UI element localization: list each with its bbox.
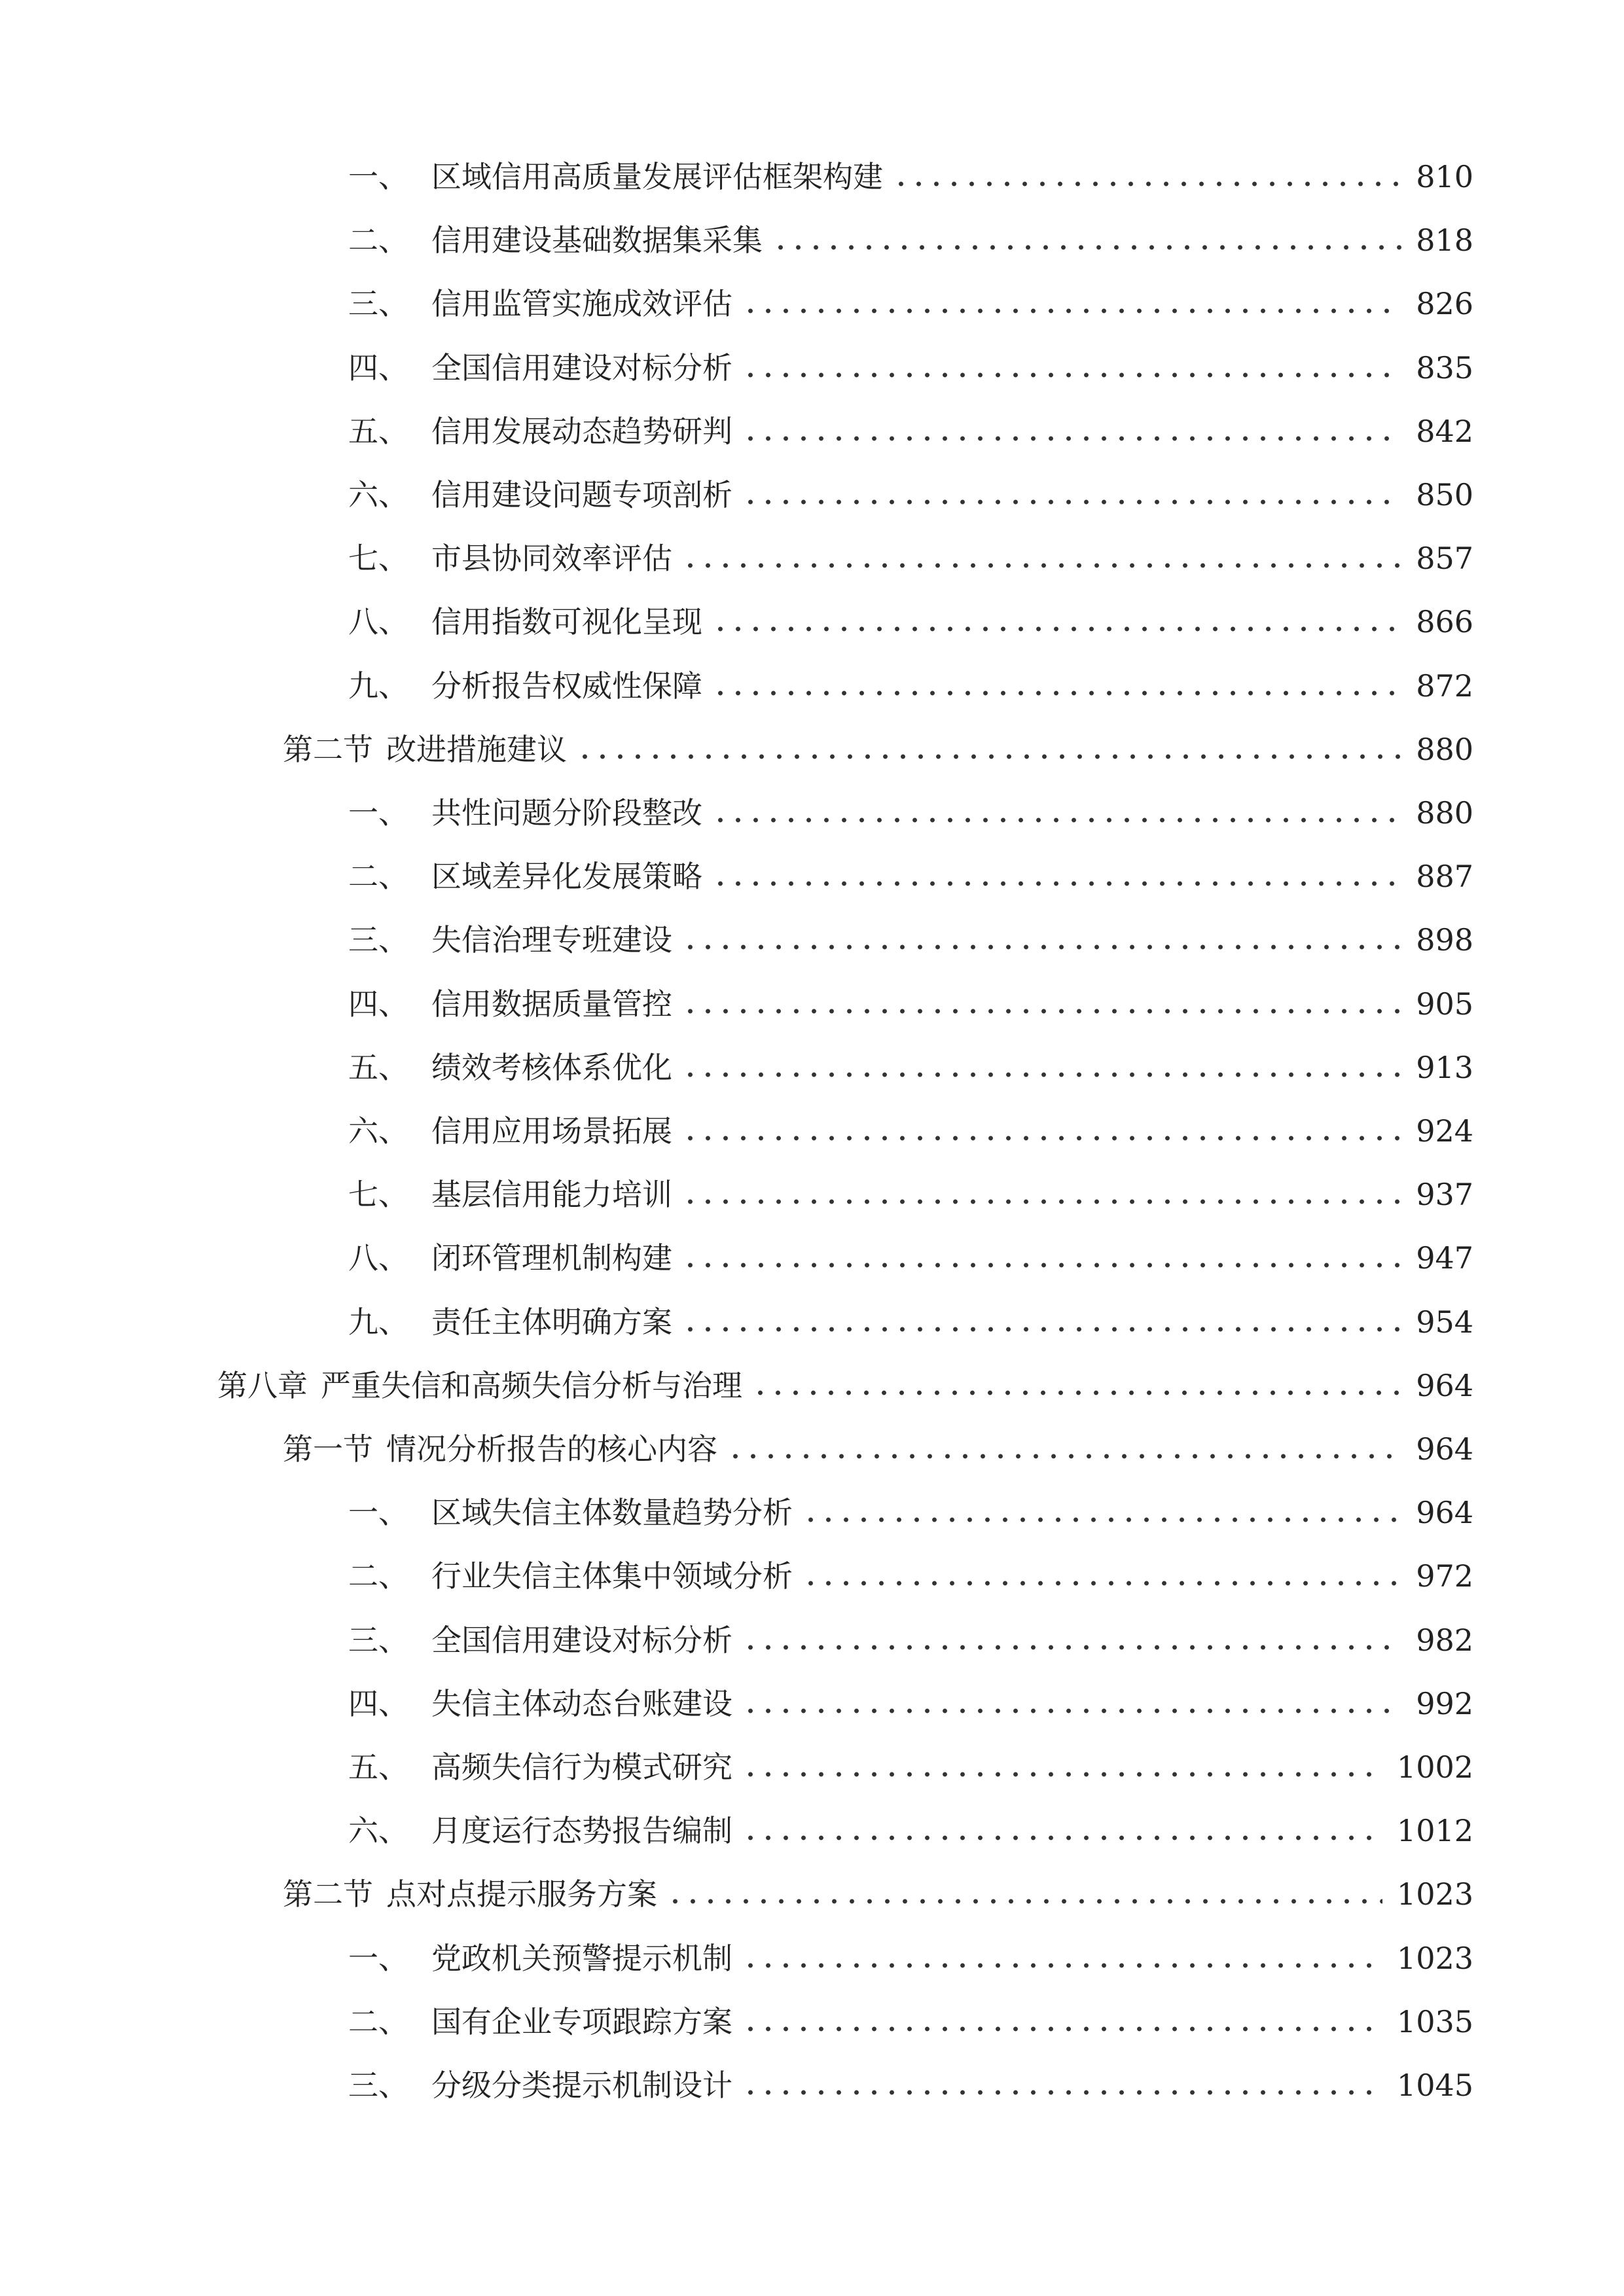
dot-leader: [681, 1007, 1401, 1015]
toc-entry-title: 闭环管理机制构建: [431, 1240, 672, 1276]
dot-leader: [681, 1261, 1401, 1269]
toc-entry-number: 三、: [348, 1623, 408, 1658]
toc-entry-page-number: 880: [1416, 795, 1473, 831]
dot-leader: [681, 1198, 1401, 1206]
toc-entry-item: [0, 853, 1473, 899]
toc-entry-number: 七、: [348, 541, 408, 576]
toc-entry-item: [0, 217, 1473, 263]
toc-entry-number: 六、: [348, 1813, 408, 1848]
toc-entry-section: [0, 1426, 1473, 1472]
toc-entry-number: 第二节: [283, 732, 373, 767]
toc-entry-page-number: 1035: [1396, 2004, 1473, 2039]
toc-entry-page-number: 982: [1416, 1623, 1473, 1658]
dot-leader: [681, 1071, 1401, 1079]
toc-entry-title: 市县协同效率评估: [431, 541, 672, 576]
toc-entry-title: 行业失信主体集中领域分析: [431, 1558, 793, 1594]
dot-leader: [681, 943, 1401, 951]
toc-entry-title: 信用建设问题专项剖析: [431, 477, 732, 512]
toc-entry-page-number: 850: [1416, 477, 1473, 512]
toc-entry-page-number: 1023: [1396, 1876, 1473, 1912]
toc-entry-page-number: 954: [1416, 1304, 1473, 1340]
toc-entry-number: 六、: [348, 477, 408, 512]
toc-entry-page-number: 964: [1416, 1431, 1473, 1467]
toc-entry-item: [0, 1235, 1473, 1281]
dot-leader: [681, 1325, 1401, 1333]
toc-entry-section: [0, 726, 1473, 772]
dot-leader: [802, 1579, 1401, 1587]
toc-entry-item: [0, 1617, 1473, 1663]
dot-leader: [712, 816, 1401, 824]
toc-entry-page-number: 937: [1416, 1177, 1473, 1212]
toc-entry-title: 信用数据质量管控: [431, 986, 672, 1022]
toc-entry-page-number: 1023: [1396, 1941, 1473, 1976]
toc-entry-item: [0, 1045, 1473, 1090]
dot-leader: [712, 689, 1401, 697]
toc-entry-item: [0, 1681, 1473, 1727]
toc-entry-page-number: 887: [1416, 859, 1473, 894]
toc-entry-page-number: 905: [1416, 986, 1473, 1022]
toc-entry-chapter: [0, 1363, 1473, 1408]
toc-entry-item: [0, 281, 1473, 327]
toc-entry-page-number: 835: [1416, 350, 1473, 386]
toc-entry-title: 基层信用能力培训: [431, 1177, 672, 1212]
toc-entry-number: 三、: [348, 2068, 408, 2103]
toc-entry-title: 信用指数可视化呈现: [431, 604, 702, 639]
toc-entry-item: [0, 981, 1473, 1027]
toc-entry-page-number: 898: [1416, 922, 1473, 958]
toc-entry-item: [0, 1999, 1473, 2045]
toc-entry-page-number: 972: [1416, 1558, 1473, 1594]
toc-entry-number: 二、: [348, 1558, 408, 1594]
toc-entry-title: 区域差异化发展策略: [431, 859, 702, 894]
dot-leader: [742, 2025, 1382, 2033]
toc-entry-number: 第一节: [283, 1431, 373, 1467]
toc-entry-page-number: 964: [1416, 1368, 1473, 1403]
toc-entry-title: 绩效考核体系优化: [431, 1050, 672, 1085]
toc-entry-title: 信用建设基础数据集采集: [431, 223, 763, 258]
toc-entry-item: [0, 1299, 1473, 1345]
toc-entry-page-number: 826: [1416, 286, 1473, 321]
toc-entry-page-number: 866: [1416, 604, 1473, 639]
toc-entry-number: 一、: [348, 1941, 408, 1976]
toc-entry-page-number: 880: [1416, 732, 1473, 767]
dot-leader: [742, 498, 1401, 506]
toc-entry-title: 国有企业专项跟踪方案: [431, 2004, 732, 2039]
toc-entry-title: 点对点提示服务方案: [386, 1876, 657, 1912]
dot-leader: [802, 1516, 1401, 1524]
dot-leader: [742, 1834, 1382, 1842]
toc-entry-title: 责任主体明确方案: [431, 1304, 672, 1340]
toc-entry-title: 全国信用建设对标分析: [431, 350, 732, 386]
toc-entry-title: 信用应用场景拓展: [431, 1113, 672, 1149]
toc-entry-number: 一、: [348, 159, 408, 194]
toc-entry-title: 情况分析报告的核心内容: [386, 1431, 717, 1467]
toc-entry-page-number: 818: [1416, 223, 1473, 258]
toc-entry-title: 全国信用建设对标分析: [431, 1623, 732, 1658]
toc-entry-title: 区域失信主体数量趋势分析: [431, 1495, 793, 1530]
toc-entry-number: 一、: [348, 795, 408, 831]
toc-entry-number: 第八章: [217, 1368, 308, 1403]
toc-entry-item: [0, 599, 1473, 645]
toc-entry-item: [0, 154, 1473, 200]
toc-entry-item: [0, 345, 1473, 391]
dot-leader: [742, 307, 1401, 315]
toc-entry-title: 月度运行态势报告编制: [431, 1813, 732, 1848]
toc-entry-page-number: 810: [1416, 159, 1473, 194]
toc-entry-item: [0, 472, 1473, 518]
toc-entry-title: 党政机关预警提示机制: [431, 1941, 732, 1976]
dot-leader: [742, 1707, 1401, 1715]
dot-leader: [742, 1962, 1382, 1969]
toc-entry-item: [0, 1172, 1473, 1217]
toc-entry-title: 分级分类提示机制设计: [431, 2068, 732, 2103]
toc-entry-number: 一、: [348, 1495, 408, 1530]
toc-entry-number: 四、: [348, 1686, 408, 1721]
toc-entry-title: 失信主体动态台账建设: [431, 1686, 732, 1721]
toc-entry-page-number: 947: [1416, 1240, 1473, 1276]
toc-entry-title: 改进措施建议: [386, 732, 567, 767]
toc-entry-number: 二、: [348, 2004, 408, 2039]
toc-entry-page-number: 857: [1416, 541, 1473, 576]
dot-leader: [681, 1134, 1401, 1142]
toc-entry-page-number: 992: [1416, 1686, 1473, 1721]
toc-entry-item: [0, 2062, 1473, 2108]
toc-entry-title: 区域信用高质量发展评估框架构建: [431, 159, 883, 194]
toc-entry-title: 高频失信行为模式研究: [431, 1749, 732, 1785]
toc-entry-item: [0, 1808, 1473, 1854]
toc-entry-page-number: 913: [1416, 1050, 1473, 1085]
dot-leader: [742, 371, 1401, 379]
toc-entry-number: 八、: [348, 1240, 408, 1276]
toc-entry-item: [0, 1108, 1473, 1154]
toc-entry-number: 二、: [348, 223, 408, 258]
toc-entry-number: 四、: [348, 986, 408, 1022]
toc-entry-page-number: 964: [1416, 1495, 1473, 1530]
dot-leader: [742, 435, 1401, 442]
toc-entry-number: 四、: [348, 350, 408, 386]
toc-entry-page-number: 1012: [1396, 1813, 1473, 1848]
dot-leader: [892, 180, 1401, 188]
toc-entry-number: 七、: [348, 1177, 408, 1212]
toc-entry-title: 信用发展动态趋势研判: [431, 414, 732, 449]
toc-entry-number: 二、: [348, 859, 408, 894]
toc-entry-item: [0, 1490, 1473, 1535]
toc-entry-title: 失信治理专班建设: [431, 922, 672, 958]
toc-entry-item: [0, 408, 1473, 454]
dot-leader: [681, 562, 1401, 569]
toc-entry-title: 严重失信和高频失信分析与治理: [321, 1368, 742, 1403]
dot-leader: [727, 1452, 1401, 1460]
toc-entry-number: 九、: [348, 668, 408, 704]
toc-entry-page-number: 924: [1416, 1113, 1473, 1149]
dot-leader: [576, 753, 1401, 761]
dot-leader: [742, 1770, 1382, 1778]
toc-entry-number: 第二节: [283, 1876, 373, 1912]
toc-entry-item: [0, 1935, 1473, 1981]
toc-entry-number: 五、: [348, 414, 408, 449]
toc-entry-number: 五、: [348, 1749, 408, 1785]
dot-leader: [751, 1389, 1401, 1397]
toc-entry-item: [0, 1744, 1473, 1790]
toc-entry-page-number: 842: [1416, 414, 1473, 449]
dot-leader: [742, 2089, 1382, 2096]
toc-entry-item: [0, 1553, 1473, 1599]
dot-leader: [712, 625, 1401, 633]
dot-leader: [666, 1897, 1382, 1905]
toc-entry-number: 八、: [348, 604, 408, 639]
toc-entry-page-number: 872: [1416, 668, 1473, 704]
toc-entry-section: [0, 1871, 1473, 1917]
dot-leader: [712, 880, 1401, 888]
toc-entry-page-number: 1045: [1396, 2068, 1473, 2103]
toc-entry-number: 三、: [348, 286, 408, 321]
toc-entry-number: 五、: [348, 1050, 408, 1085]
dot-leader: [772, 243, 1401, 251]
toc-entry-title: 分析报告权威性保障: [431, 668, 702, 704]
toc-entry-item: [0, 790, 1473, 836]
toc-entry-item: [0, 917, 1473, 963]
toc-entry-number: 三、: [348, 922, 408, 958]
dot-leader: [742, 1643, 1401, 1651]
toc-entry-page-number: 1002: [1396, 1749, 1473, 1785]
toc-entry-item: [0, 663, 1473, 709]
toc-entry-item: [0, 535, 1473, 581]
toc-entry-number: 六、: [348, 1113, 408, 1149]
toc-entry-title: 共性问题分阶段整改: [431, 795, 702, 831]
toc-entry-number: 九、: [348, 1304, 408, 1340]
toc-entry-title: 信用监管实施成效评估: [431, 286, 732, 321]
